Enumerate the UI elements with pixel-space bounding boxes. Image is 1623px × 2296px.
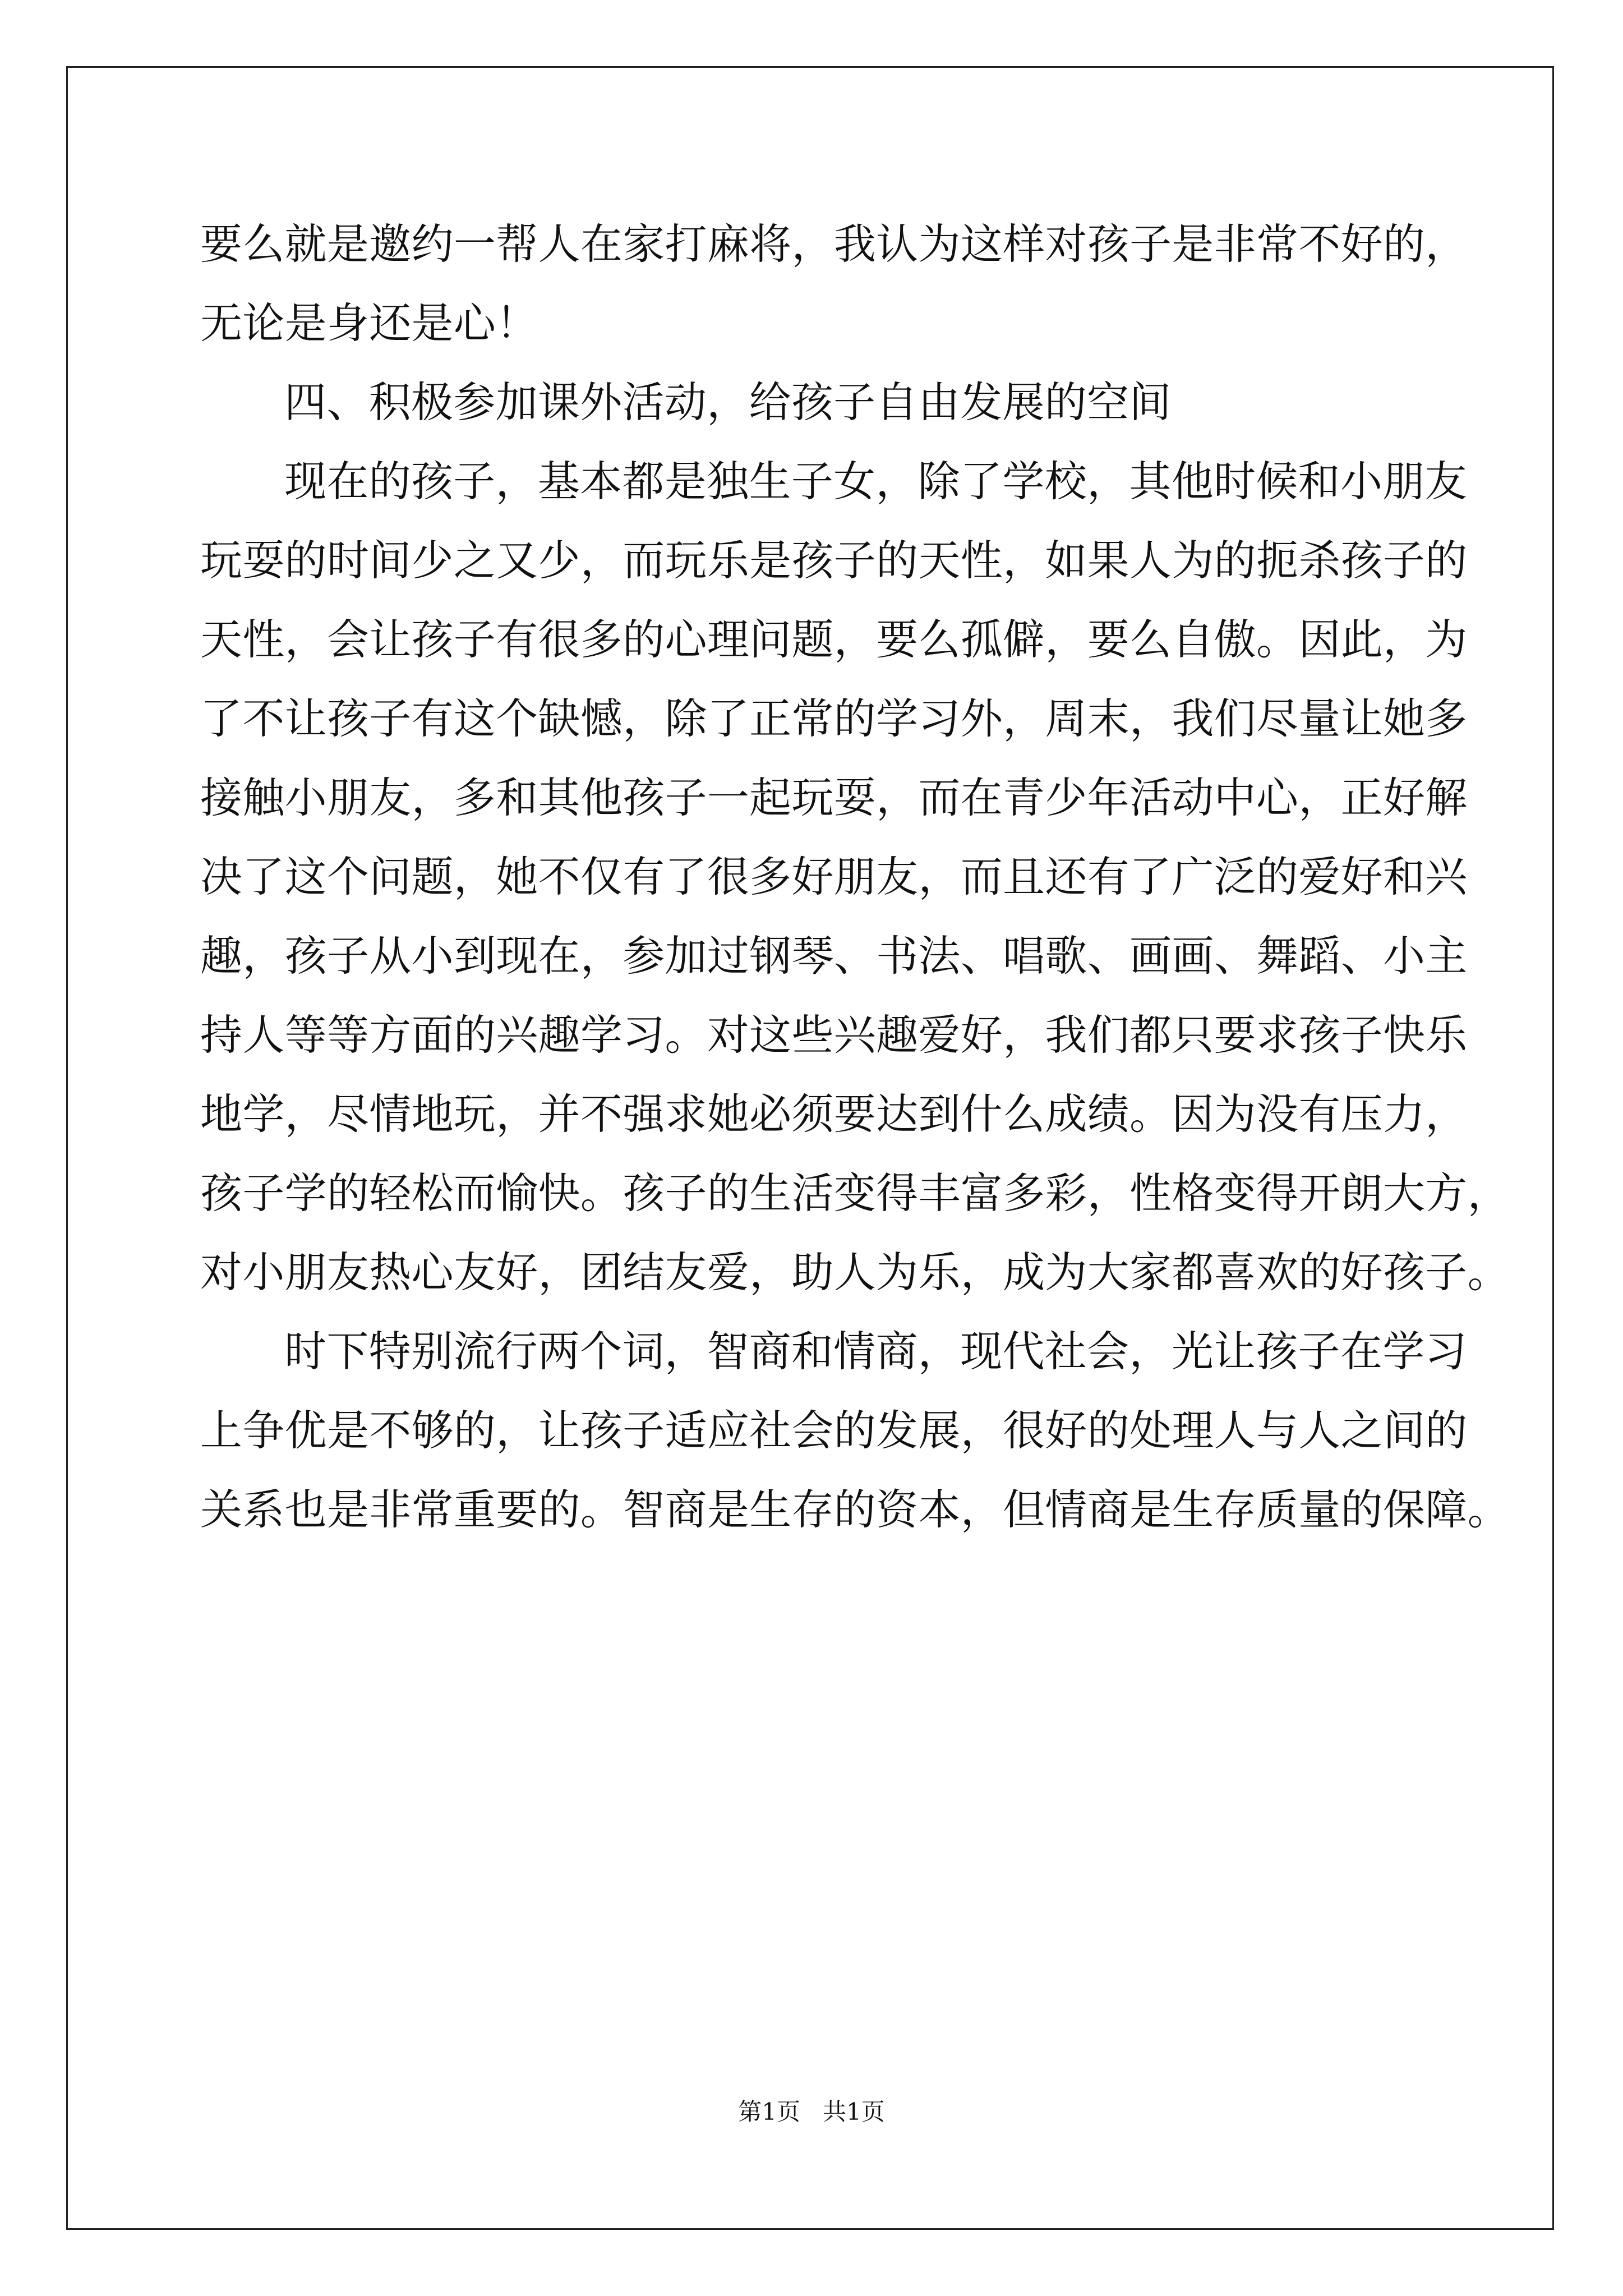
text-line: 天性，会让孩子有很多的心理问题，要么孤僻，要么自傲。因此，为 (200, 615, 1468, 664)
text-line: 要么就是邀约一帮人在家打麻将，我认为这样对孩子是非常不好的， (200, 219, 1468, 269)
text-line: 时下特别流行两个词，智商和情商，现代社会，光让孩子在学习 (284, 1327, 1467, 1376)
text-line: 对小朋友热心友好，团结友爱，助人为乐，成为大家都喜欢的好孩子。 (200, 1248, 1510, 1297)
text-line: 持人等等方面的兴趣学习。对这些兴趣爱好，我们都只要求孩子快乐 (200, 1010, 1468, 1060)
text-line: 孩子学的轻松而愉快。孩子的生活变得丰富多彩，性格变得开朗大方， (200, 1168, 1510, 1218)
text-line: 关系也是非常重要的。智商是生存的资本，但情商是生存质量的保障。 (200, 1485, 1510, 1534)
text-line: 无论是身还是心！ (200, 298, 538, 348)
text-line: 决了这个问题，她不仅有了很多好朋友，而且还有了广泛的爱好和兴 (200, 852, 1468, 901)
section-heading: 四、积极参加课外活动，给孩子自由发展的空间 (284, 378, 1172, 427)
page-number-footer: 第1页 共1页 (738, 2098, 885, 2125)
text-line: 接触小朋友，多和其他孩子一起玩耍，而在青少年活动中心，正好解 (200, 773, 1468, 822)
text-line: 趣，孩子从小到现在，参加过钢琴、书法、唱歌、画画、舞蹈、小主 (200, 931, 1468, 981)
text-line: 现在的孩子，基本都是独生子女，除了学校，其他时候和小朋友 (284, 457, 1467, 506)
text-line: 上争优是不够的，让孩子适应社会的发展，很好的处理人与人之间的 (200, 1406, 1468, 1455)
text-line: 地学，尽情地玩，并不强求她必须要达到什么成绩。因为没有压力， (200, 1089, 1468, 1139)
text-line: 玩耍的时间少之又少，而玩乐是孩子的天性，如果人为的扼杀孩子的 (200, 536, 1468, 585)
text-line: 了不让孩子有这个缺憾，除了正常的学习外，周末，我们尽量让她多 (200, 694, 1468, 743)
